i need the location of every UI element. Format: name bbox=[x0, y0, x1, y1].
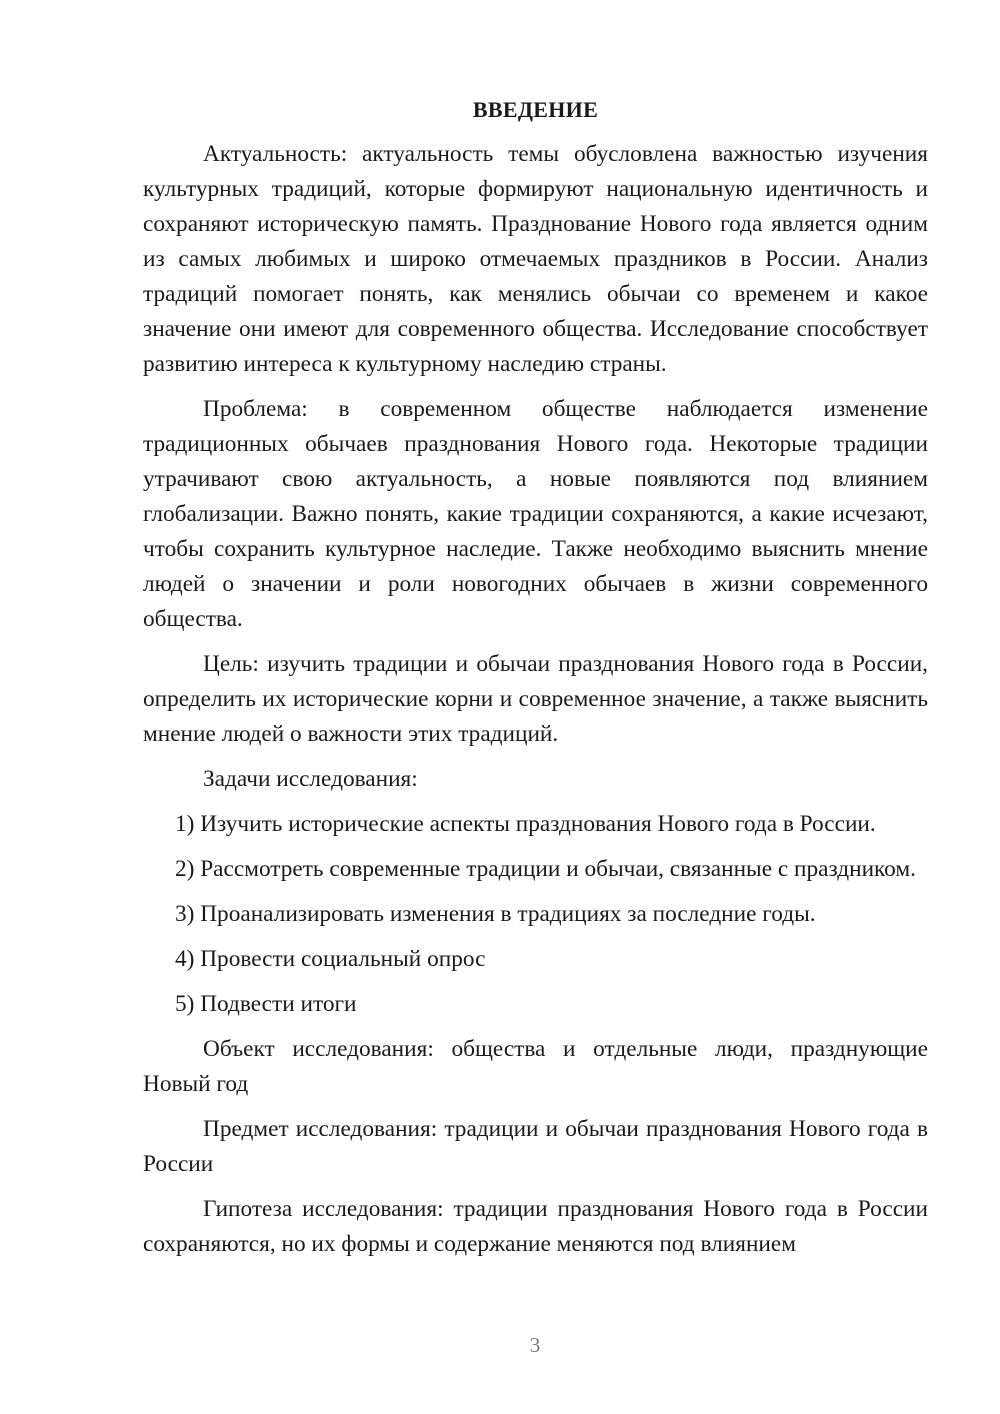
goal-paragraph: Цель: изучить традиции и обычаи празднования Нового года в России, определить их исторические корни и современное значение, а также выяснить мнение людей о важности этих традиций. bbox=[143, 651, 928, 747]
subject-paragraph: Предмет исследования: традиции и обычаи празднования Нового года в России bbox=[143, 1116, 928, 1177]
object-paragraph: Объект исследования: общества и отдельные люди, празднующие Новый год bbox=[143, 1036, 928, 1097]
section-title: ВВЕДЕНИЕ bbox=[472, 97, 599, 122]
page-number: 3 bbox=[529, 1333, 541, 1357]
relevance-paragraph: Актуальность: актуальность темы обусловлена важностью изучения культурных традиций, которые формируют национальную идентичность и сохраняют историческую память. Празднование Нового года является одним из самых любимых и широко отмечаемых праздников в России. Анализ традиций помогает понять, как менялись обычаи со временем и какое значение они имеют для современного общества. Исследование способствует развитию интереса к культурному наследию страны. bbox=[143, 141, 928, 377]
page-content bbox=[143, 92, 928, 1272]
problem-paragraph: Проблема: в современном обществе наблюдается изменение традиционных обычаев празднования Нового года. Некоторые традиции утрачивают свою актуальность, а новые появляются под влиянием глобализации. Важно понять, какие традиции сохраняются, а какие исчезают, чтобы сохранить культурное наследие. Также необходимо выяснить мнение людей о значении и роли новогодних обычаев в жизни современного общества. bbox=[143, 396, 928, 632]
task-item: 1) Изучить исторические аспекты празднования Нового года в России. bbox=[175, 811, 876, 837]
task-item: 5) Подвести итоги bbox=[175, 991, 357, 1017]
task-item: 3) Проанализировать изменения в традициях за последние годы. bbox=[175, 901, 816, 927]
task-item: 2) Рассмотреть современные традиции и обычаи, связанные с праздником. bbox=[175, 856, 916, 882]
task-item: 4) Провести социальный опрос bbox=[175, 946, 486, 972]
hypothesis-paragraph: Гипотеза исследования: традиции празднования Нового года в России сохраняются, но их формы и содержание меняются под влиянием bbox=[143, 1196, 928, 1257]
tasks-heading: Задачи исследования: bbox=[203, 766, 418, 792]
